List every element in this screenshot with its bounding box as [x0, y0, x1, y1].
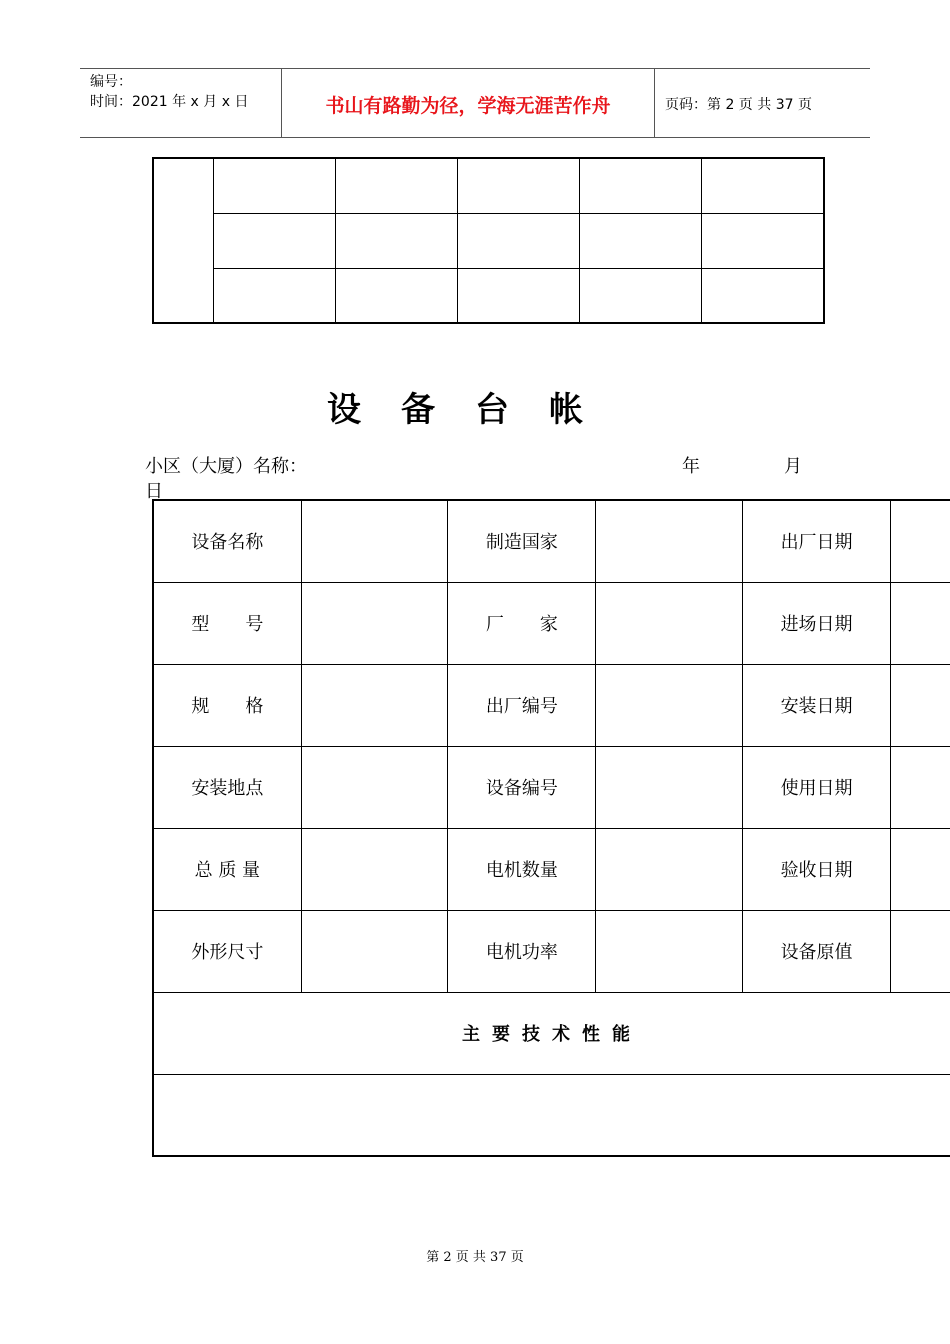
- field-value-manufacturer: [596, 582, 743, 664]
- table-cell: [458, 268, 580, 323]
- document-date-label: 时间：2021 年 x 月 x 日: [90, 94, 249, 110]
- header-left-cell: [80, 69, 282, 137]
- field-label-factory-date: 出厂日期: [743, 500, 891, 582]
- field-value-installation-location: [301, 746, 448, 828]
- field-value-factory-number: [596, 664, 743, 746]
- field-label-equipment-name: 设备名称: [153, 500, 301, 582]
- field-label-manufacturer: 厂 家: [448, 582, 596, 664]
- table-cell: [702, 268, 825, 323]
- field-label-specification: 规 格: [153, 664, 301, 746]
- table-row: [153, 1074, 950, 1156]
- table-row: [153, 992, 950, 1074]
- field-value-dimensions: [301, 910, 448, 992]
- equipment-ledger-table: [152, 499, 950, 1157]
- field-label-installation-location: 安装地点: [153, 746, 301, 828]
- table-cell: [214, 213, 336, 268]
- table-cell: [336, 268, 458, 323]
- field-label-arrival-date: 进场日期: [743, 582, 891, 664]
- table-cell: [214, 158, 336, 213]
- field-value-usage-date: [890, 746, 950, 828]
- page-header: [80, 68, 870, 138]
- field-label-dimensions: 外形尺寸: [153, 910, 301, 992]
- field-value-arrival-date: [890, 582, 950, 664]
- performance-section-header: 主要技术性能: [153, 992, 950, 1074]
- table-row: [153, 746, 950, 828]
- field-label-original-value: 设备原值: [743, 910, 891, 992]
- table-cell: [336, 158, 458, 213]
- header-center-cell: [282, 69, 655, 137]
- header-motto: 书山有路勤为径，学海无涯苦作舟: [325, 95, 611, 117]
- field-value-manufacturing-country: [596, 500, 743, 582]
- performance-section-body: [153, 1074, 950, 1156]
- community-name-label: 小区（大厦）名称：: [145, 456, 307, 477]
- field-label-factory-number: 出厂编号: [448, 664, 596, 746]
- field-value-model: [301, 582, 448, 664]
- document-code-label: 编号：: [90, 74, 132, 90]
- table-row: [153, 828, 950, 910]
- month-label: 月: [784, 456, 802, 477]
- field-label-installation-date: 安装日期: [743, 664, 891, 746]
- field-value-total-mass: [301, 828, 448, 910]
- table-cell: [214, 268, 336, 323]
- field-value-installation-date: [890, 664, 950, 746]
- field-label-manufacturing-country: 制造国家: [448, 500, 596, 582]
- field-label-motor-power: 电机功率: [448, 910, 596, 992]
- table-cell: [336, 213, 458, 268]
- field-value-equipment-name: [301, 500, 448, 582]
- table-cell: [458, 213, 580, 268]
- field-label-motor-count: 电机数量: [448, 828, 596, 910]
- table-row: [153, 910, 950, 992]
- table-cell: [580, 268, 702, 323]
- field-value-acceptance-date: [890, 828, 950, 910]
- field-label-model: 型 号: [153, 582, 301, 664]
- table-row: [153, 664, 950, 746]
- day-label: 日: [145, 481, 163, 502]
- table-cell: [702, 213, 825, 268]
- field-label-total-mass: 总 质 量: [153, 828, 301, 910]
- year-label: 年: [682, 456, 700, 477]
- field-value-original-value: [890, 910, 950, 992]
- table-row: [153, 500, 950, 582]
- field-value-motor-count: [596, 828, 743, 910]
- field-label-equipment-number: 设备编号: [448, 746, 596, 828]
- field-label-acceptance-date: 验收日期: [743, 828, 891, 910]
- field-value-motor-power: [596, 910, 743, 992]
- header-page-info: 页码：第 2 页 共 37 页: [665, 97, 812, 113]
- page-footer: 第 2 页 共 37 页: [426, 1250, 524, 1265]
- continued-table-side-cell: [153, 158, 214, 323]
- field-value-equipment-number: [596, 746, 743, 828]
- table-cell: [580, 158, 702, 213]
- field-value-specification: [301, 664, 448, 746]
- table-cell: [702, 158, 825, 213]
- continued-table: [152, 157, 825, 324]
- field-value-factory-date: [890, 500, 950, 582]
- page-title: 设备台帐: [327, 390, 623, 430]
- field-label-usage-date: 使用日期: [743, 746, 891, 828]
- table-cell: [458, 158, 580, 213]
- table-cell: [580, 213, 702, 268]
- table-row: [153, 582, 950, 664]
